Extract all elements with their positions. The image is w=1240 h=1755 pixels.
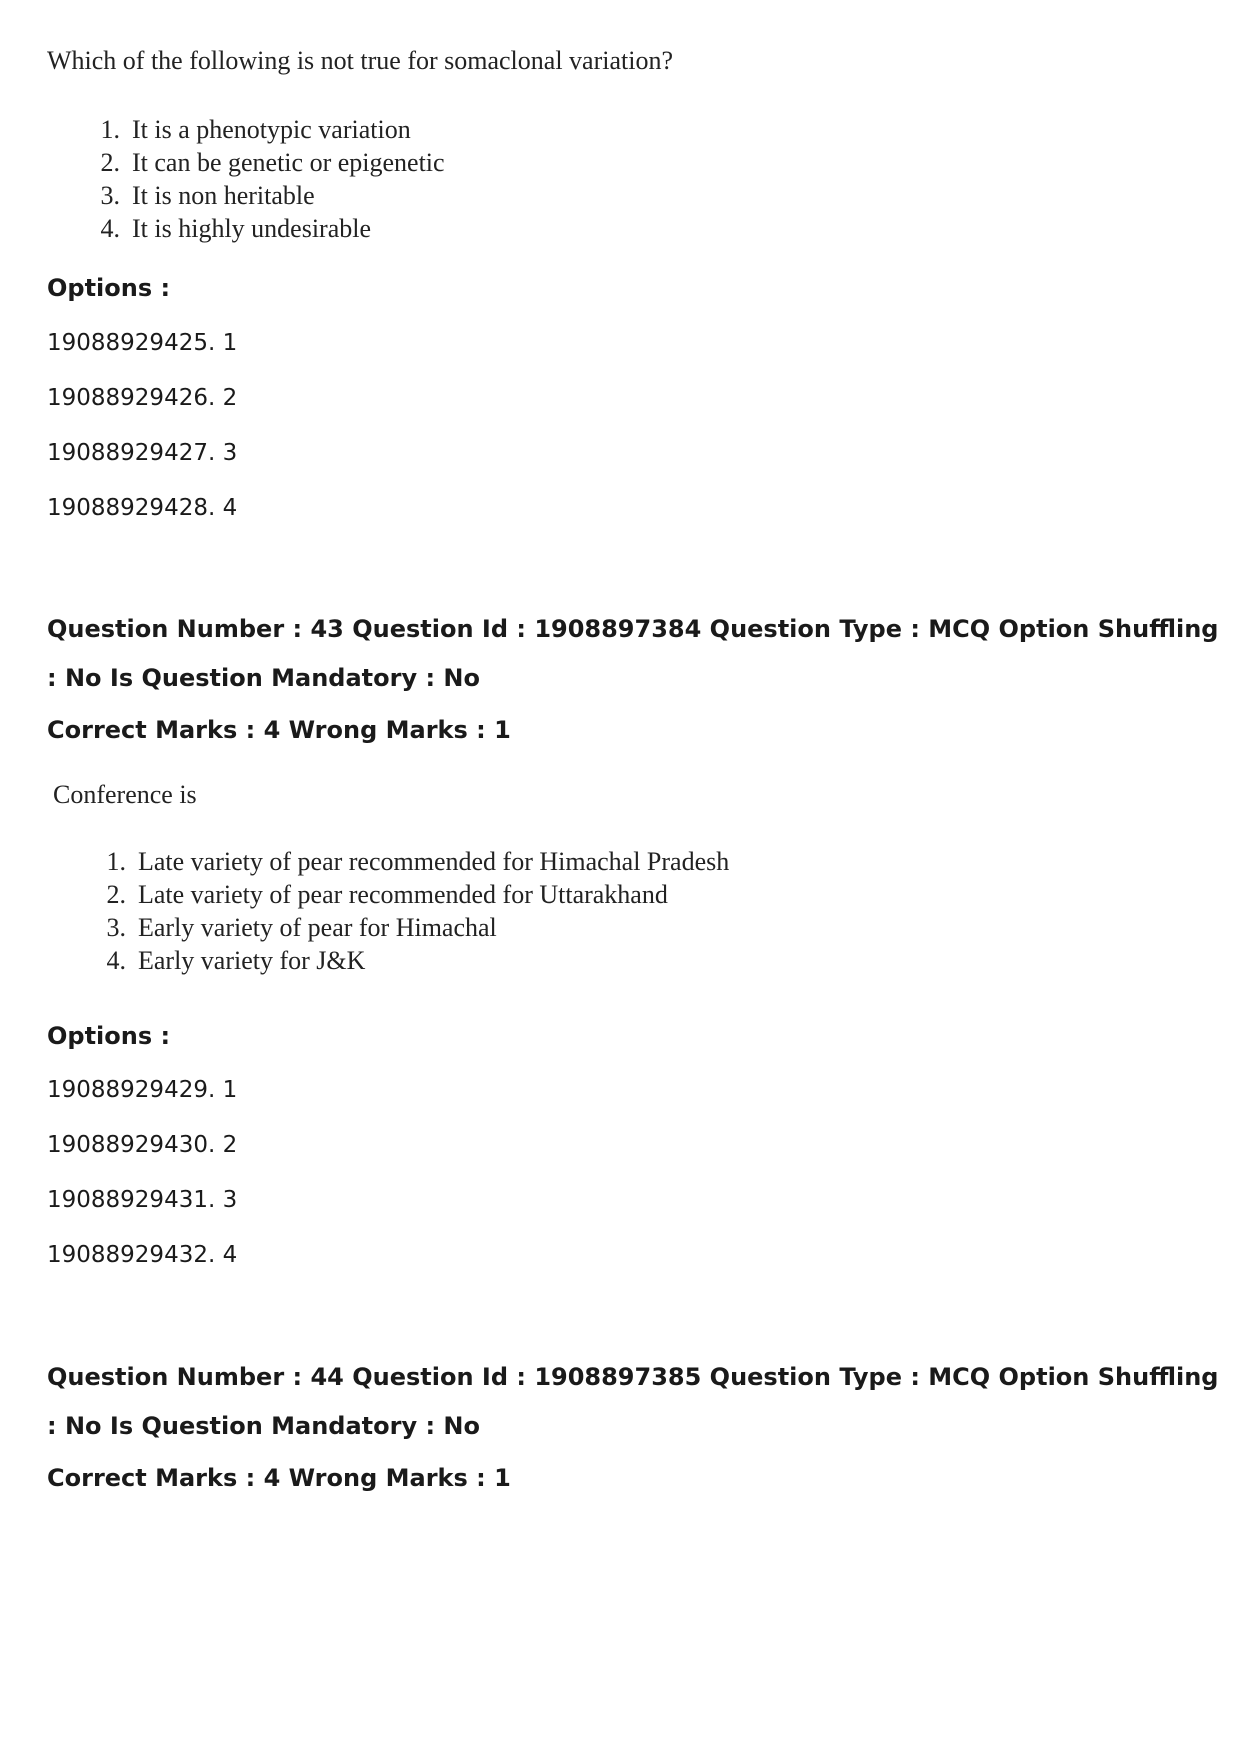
- q43-choice: [84, 845, 729, 878]
- q42-option-3: 19088929427. 3: [47, 440, 238, 466]
- q43-option-2: 19088929430. 2: [47, 1132, 238, 1158]
- q43-choice-list: [84, 845, 729, 977]
- q43-choice-number: 4.: [106, 946, 126, 975]
- q43-choice-text: Early variety for J&K: [138, 946, 366, 975]
- q42-choice: [78, 113, 445, 146]
- q42-choice: [78, 146, 445, 179]
- q42-choice-number: 2.: [100, 148, 120, 177]
- q43-choice-number: 3.: [106, 913, 126, 942]
- q42-option-2: 19088929426. 2: [47, 385, 238, 411]
- q42-choice-number: 3.: [100, 181, 120, 210]
- q43-choice-number: 2.: [106, 880, 126, 909]
- q43-choice-text: Late variety of pear recommended for Himachal Pradesh: [138, 847, 730, 876]
- q43-choice-text: Late variety of pear recommended for Uttarakhand: [138, 880, 668, 909]
- q43-choice-number: 1.: [106, 847, 126, 876]
- q42-choice: [78, 212, 445, 245]
- q43-option-1: 19088929429. 1: [47, 1077, 238, 1103]
- q43-header: Question Number : 43 Question Id : 1908897384 Question Type : MCQ Option Shuffling : No Is Question Mandatory : No: [47, 615, 1219, 692]
- q42-choice-number: 4.: [100, 214, 120, 243]
- q42-choice-text: It can be genetic or epigenetic: [132, 148, 445, 177]
- q43-choice-text: Early variety of pear for Himachal: [138, 913, 497, 942]
- q43-option-4: 19088929432. 4: [47, 1242, 238, 1268]
- q43-option-3: 19088929431. 3: [47, 1187, 238, 1213]
- q42-choice-text: It is a phenotypic variation: [132, 115, 411, 144]
- q42-choice-text: It is highly undesirable: [132, 214, 372, 243]
- q43-options-label: Options :: [47, 1022, 171, 1050]
- q44-marks: Correct Marks : 4 Wrong Marks : 1: [47, 1464, 511, 1492]
- q43-choice: [84, 911, 729, 944]
- q43-stem: Conference is: [53, 780, 197, 809]
- q42-option-4: 19088929428. 4: [47, 495, 238, 521]
- q42-choice-number: 1.: [100, 115, 120, 144]
- q42-choice: [78, 179, 445, 212]
- q42-choice-list: [78, 113, 445, 245]
- q42-choice-text: It is non heritable: [132, 181, 315, 210]
- q42-option-1: 19088929425. 1: [47, 330, 238, 356]
- q42-stem: Which of the following is not true for somaclonal variation?: [47, 46, 673, 75]
- q43-marks: Correct Marks : 4 Wrong Marks : 1: [47, 716, 511, 744]
- q43-choice: [84, 944, 729, 977]
- q43-choice: [84, 878, 729, 911]
- q42-options-label: Options :: [47, 274, 171, 302]
- q44-header: Question Number : 44 Question Id : 1908897385 Question Type : MCQ Option Shuffling : No Is Question Mandatory : No: [47, 1363, 1219, 1440]
